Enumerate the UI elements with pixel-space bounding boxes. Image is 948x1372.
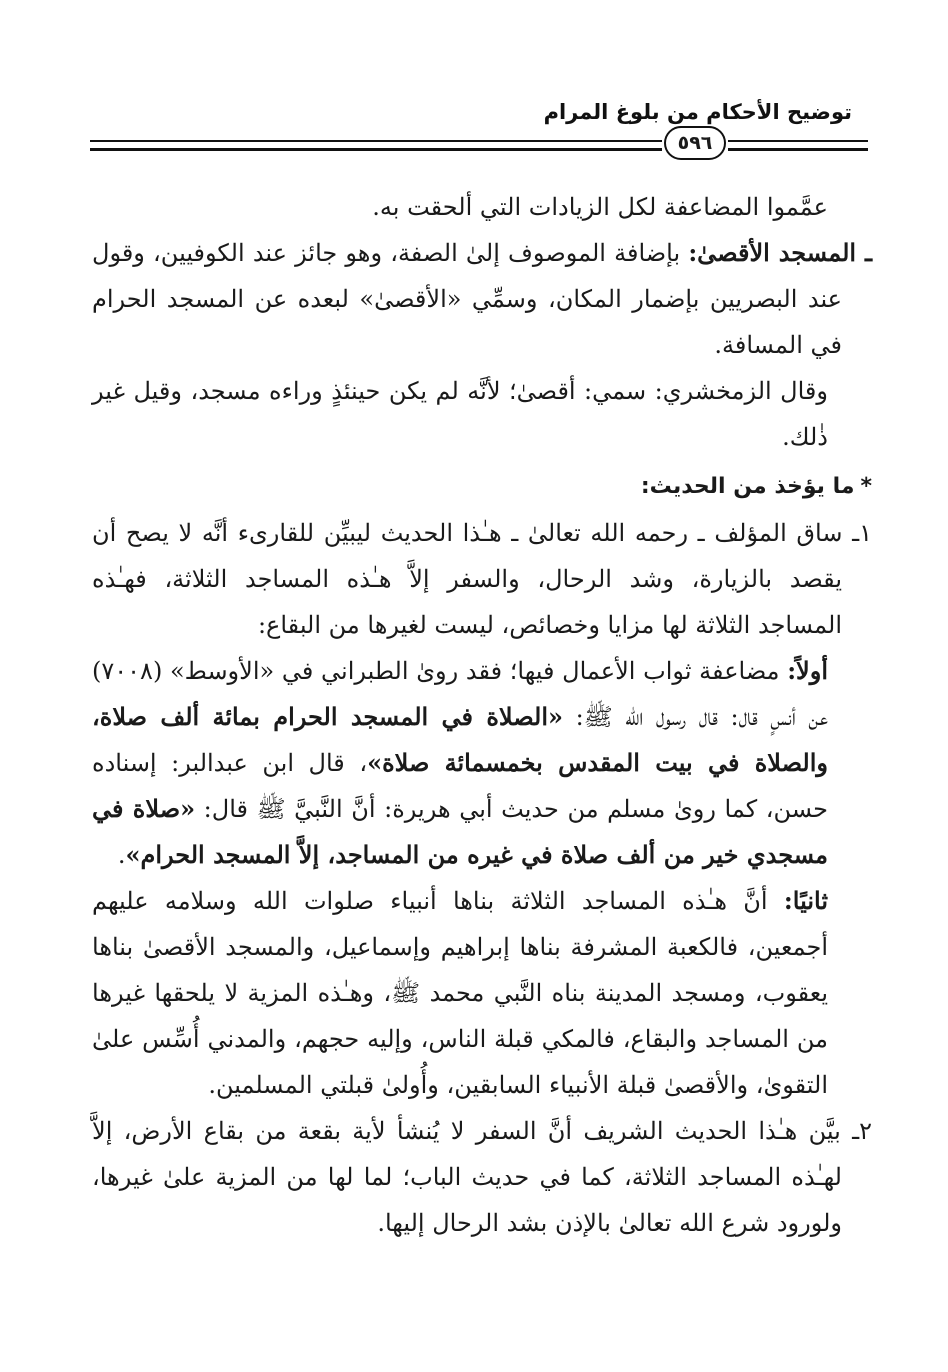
first-end: . <box>117 841 126 869</box>
list-item-2: ٢ـ بيَّن هـٰذا الحديث الشريف أنَّ السفر لا يُنشأ لأية بقعة من بقاع الأرض، إلاَّ لهـٰذه المساجد الثلاثة، كما في حديث الباب؛ لما لها من المزية علىٰ غيرها، ولورود شرع الله تعالىٰ بالإذن بشد الرحال إليها. <box>92 1117 872 1237</box>
first-lead: أولاً: <box>787 656 828 685</box>
paragraph-al-aqsa <box>92 230 872 368</box>
header-rule-bottom-right <box>728 148 868 151</box>
hadith-quote-1: «الصلاة في المسجد الحرام بمائة ألف صلاة، والصلاة في بيت المقدس بخمسمائة صلاة» <box>92 702 829 777</box>
paragraph-zamakhshari: وقال الزمخشري: سمي: أقصىٰ؛ لأنَّه لم يكن حينئذٍ وراءه مسجد، وقيل غير ذٰلك. <box>92 377 828 451</box>
heading-text: ما يؤخذ من الحديث: <box>640 474 855 499</box>
page-header <box>90 96 868 158</box>
first-mid-text: ، قال ابن عبدالبر: إسناده حسن، كما روىٰ مسلم من حديث أبي هريرة: أنَّ النَّبيَّ ﷺ قال: <box>92 749 828 823</box>
page-number: ٥٩٦ <box>664 126 726 160</box>
list-item-1: ١ـ ساق المؤلف ـ رحمه الله تعالىٰ ـ هـٰذا الحديث ليبيِّن للقارىء أنَّه لا يصح أن يقصد بالزيارة، وشد الرحال، والسفر إلاَّ هـٰذه المساجد الثلاثة، فهـٰذه المساجد الثلاثة لها مزايا وخصائص، ليست لغيرها من البقاع: <box>92 519 872 639</box>
book-title: توضيح الأحكام من بلوغ المرام <box>543 100 852 124</box>
hadith-quote-2: «صلاة في مسجدي خير من ألف صلاة في غيره من المساجد، إلاَّ المسجد الحرام» <box>92 794 828 869</box>
first-text: مضاعفة ثواب الأعمال فيها؛ فقد روىٰ الطبراني في «الأوسط» (٧٠٠٨) عن أنسٍ قال: قال رسول الله ﷺ: <box>92 657 829 731</box>
heading-star: * <box>860 474 872 499</box>
paragraph-continuation: عمَّموا المضاعفة لكل الزيادات التي ألحقت به. <box>372 193 828 221</box>
second-text: أنَّ هـٰذه المساجد الثلاثة بناها أنبياء صلوات الله وسلامه عليهم أجمعين، فالكعبة المشرفة بناها إبراهيم وإسماعيل، والمسجد الأقصىٰ بناها يعقوب، ومسجد المدينة بناه النَّبي محمد ﷺ، وهـٰذه المزية لا يلحقها غيرها من المساجد والبقاع، فالمكي قبلة الناس، وإليه حجهم، والمدني أُسِّس علىٰ التقوىٰ، والأقصىٰ قبلة الأنبياء السابقين، وأُولىٰ قبلتي المسلمين. <box>92 887 828 1099</box>
second-lead: ثانيًا: <box>783 886 828 915</box>
header-rule-bottom <box>90 148 662 151</box>
paragraph-first <box>92 648 872 878</box>
header-rule-top <box>90 140 662 142</box>
paragraph-al-aqsa-text: بإضافة الموصوف إلىٰ الصفة، وهو جائز عند الكوفيين، وقول عند البصريين بإضمار المكان، وسمِّي «الأقصىٰ» لبعده عن المسجد الحرام في المسافة. <box>92 239 842 359</box>
paragraph-second <box>92 878 872 1108</box>
page-body <box>92 184 872 1246</box>
section-heading <box>92 464 872 510</box>
header-rule-top-right <box>728 140 868 142</box>
term-al-aqsa: ـ المسجد الأقصىٰ: <box>688 238 872 267</box>
